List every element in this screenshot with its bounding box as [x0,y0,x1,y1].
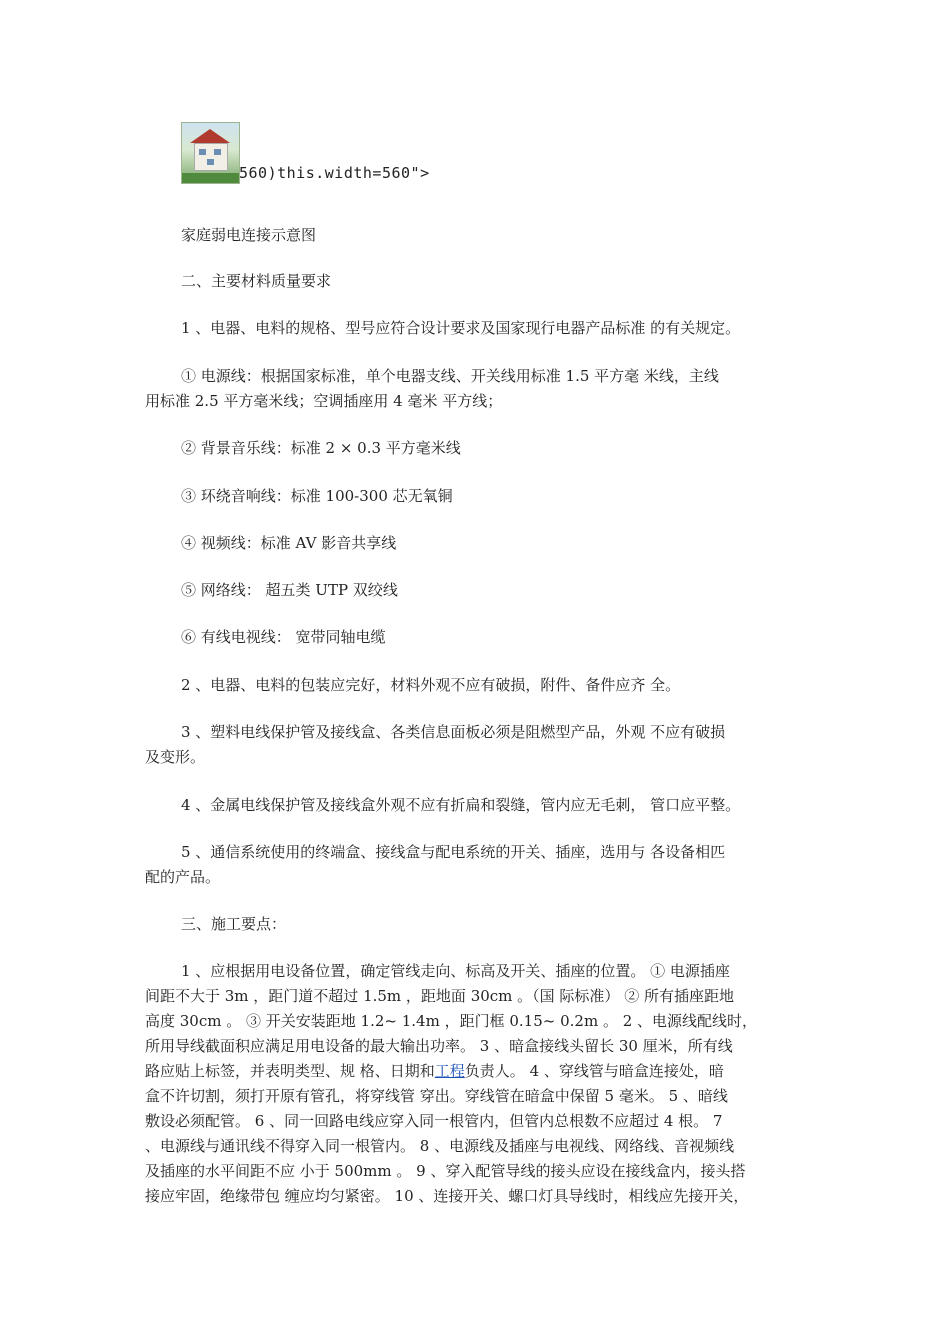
paragraph-line: 5 、通信系统使用的终端盒、接线盒与配电系统的开关、插座，选用与 各设备相匹 [181,843,726,861]
paragraph-line: 配的产品。 [145,868,221,886]
paragraph-line: 高度 30cm 。 ③ 开关安装距地 1.2~ 1.4m ，距门框 0.15~ 0.2m 。 2 、电源线配线时， [145,1012,758,1030]
house-diagram-image [181,122,240,184]
roof-shape [190,129,230,143]
paragraph-line: 2 、电器、电料的包装应完好，材料外观不应有破损，附件、备件应齐 全。 [181,676,681,694]
paragraph-line: 1 、电器、电料的规格、型号应符合设计要求及国家现行电器产品标准 的有关规定。 [181,319,741,337]
paragraph-line: ⑤ 网络线： 超五类 UTP 双绞线 [181,581,398,599]
section-heading: 二、主要材料质量要求 [181,272,332,290]
paragraph-line: 盒不许切割，须打开原有管孔，将穿线管 穿出。穿线管在暗盒中保留 5 毫米。 5 、暗线 [145,1087,728,1105]
grass-shape [182,173,239,183]
paragraph-line: ② 背景音乐线：标准 2 × 0.3 平方毫米线 [181,439,461,457]
section-heading: 三、施工要点： [181,915,287,933]
window-shape [199,149,206,155]
paragraph-line: 接应牢固，绝缘带包 缠应均匀紧密。 10 、连接开关、螺口灯具导线时，相线应先接开关， [145,1187,749,1205]
house-shape [194,143,228,171]
paragraph-line: 、电源线与通讯线不得穿入同一根管内。 8 、电源线及插座与电视线、网络线、音视频线 [145,1137,735,1155]
paragraph-line: ① 电源线：根据国家标准，单个电器支线、开关线用标准 1.5 平方毫 米线，主线 [181,367,719,385]
paragraph-line [145,1062,724,1081]
paragraph-line: 1 、应根据用电设备位置，确定管线走向、标高及开关、插座的位置。 ① 电源插座 [181,962,730,980]
window-shape [207,159,214,165]
paragraph-line: ⑥ 有线电视线： 宽带同轴电缆 [181,628,386,646]
paragraph-line: 3 、塑料电线保护管及接线盒、各类信息面板必须是阻燃型产品，外观 不应有破损 [181,723,726,741]
paragraph-line: ③ 环绕音响线：标准 100-300 芯无氧铜 [181,487,453,505]
paragraph-line: 所用导线截面积应满足用电设备的最大输出功率。 3 、暗盒接线头留长 30 厘米，所有线 [145,1037,733,1055]
window-shape [214,149,221,155]
paragraph-line: 及插座的水平间距不应 小于 500mm 。 9 、穿入配管导线的接头应设在接线盒内，接头搭 [145,1162,746,1180]
paragraph-line: 用标准 2.5 平方毫米线；空调插座用 4 毫米 平方线； [145,392,503,410]
paragraph-line: 间距不大于 3m ，距门道不超过 1.5m ，距地面 30cm 。（国 际标准） ② 所有插座距地 [145,987,734,1005]
paragraph-text: 路应贴上标签，并表明类型、规 格、日期和 [145,1062,435,1080]
image-alt-fragment: 560)this.width=560"> [239,164,430,182]
paragraph-line: 4 、金属电线保护管及接线盒外观不应有折扁和裂缝，管内应无毛刺， 管口应平整。 [181,796,741,814]
paragraph-line: ④ 视频线：标准 AV 影音共享线 [181,534,397,552]
figure-caption: 家庭弱电连接示意图 [181,226,317,244]
paragraph-text: 负责人。 4 、穿线管与暗盒连接处，暗 [464,1062,724,1080]
paragraph-line: 及变形。 [145,748,206,766]
paragraph-line: 敷设必须配管。 6 、同一回路电线应穿入同一根管内，但管内总根数不应超过 4 根。 7 [145,1112,723,1130]
engineering-link[interactable]: 工程 [434,1062,465,1080]
